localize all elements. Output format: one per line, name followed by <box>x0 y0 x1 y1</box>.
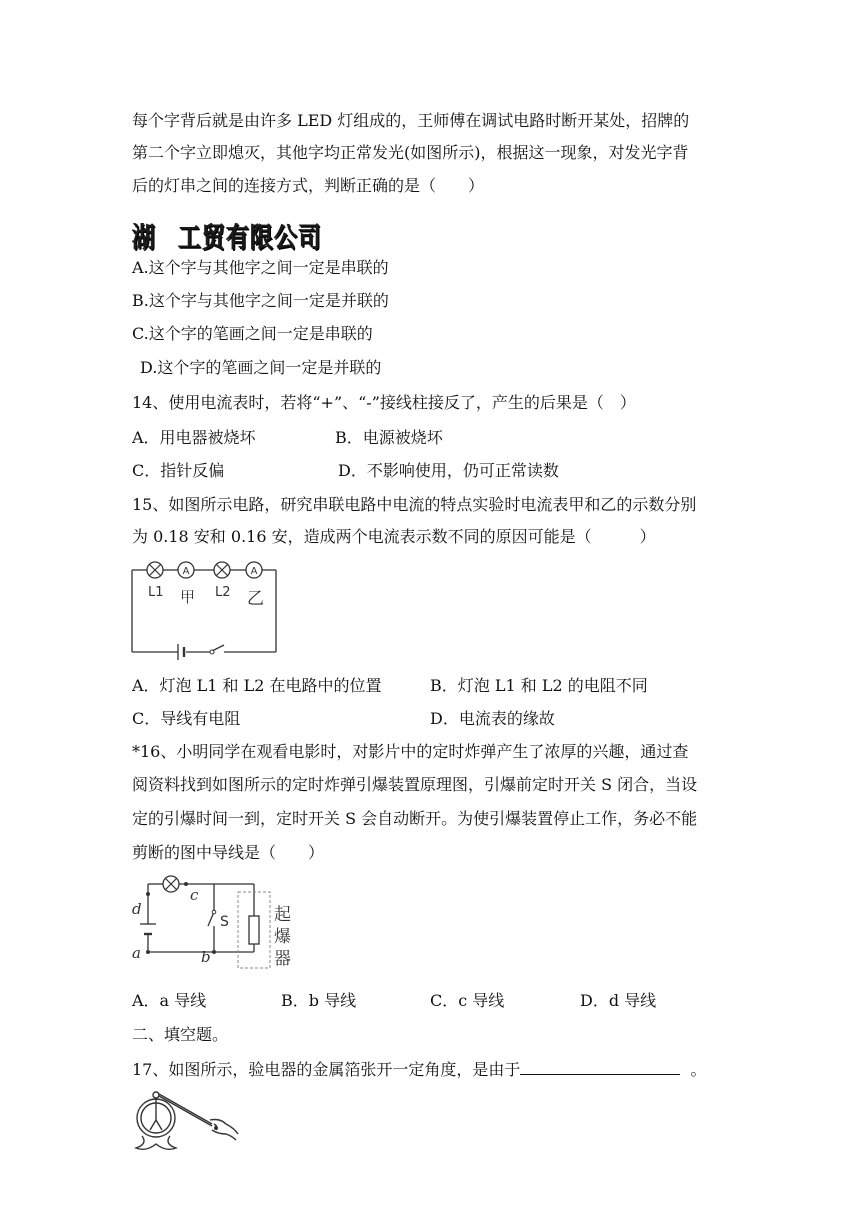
label-b: b <box>201 948 211 966</box>
ammeter-jia-letter: A <box>182 566 190 577</box>
q15-circuit-diagram <box>128 558 280 664</box>
label-c: c <box>190 886 199 904</box>
q16-option-c: C．c 导线 <box>430 991 505 1010</box>
ammeter-jia-symbol <box>178 562 194 578</box>
q15-option-a: A．灯泡 L1 和 L2 在电路中的位置 <box>132 676 382 695</box>
q17-stem-end: 。 <box>690 1060 707 1079</box>
lamp-symbol <box>163 876 179 892</box>
q17-stem <box>132 1058 707 1081</box>
q14-option-b: B．电源被烧坏 <box>335 428 443 447</box>
q16-line-2: 阅资料找到如图所示的定时炸弹引爆装置原理图，引爆前定时开关 S 闭合，当设 <box>132 775 698 794</box>
lamp-l2-symbol <box>214 562 230 578</box>
q15-line-2: 为 0.18 安和 0.16 安，造成两个电流表示数不同的原因可能是（ ） <box>132 527 656 546</box>
ammeter-yi-symbol <box>246 562 262 578</box>
ammeter-yi-letter: A <box>250 566 258 577</box>
label-d: d <box>132 900 142 918</box>
q16-option-d: D．d 导线 <box>580 991 657 1010</box>
section-fill-in-heading: 二、填空题。 <box>132 1025 229 1044</box>
signboard-image <box>132 216 322 255</box>
label-detonator-1: 起 <box>274 905 291 925</box>
q13-option-a: A.这个字与其他字之间一定是串联的 <box>132 258 389 277</box>
q16-circuit-diagram <box>128 868 300 980</box>
label-a: a <box>132 944 141 962</box>
q14-option-a: A．用电器被烧坏 <box>132 428 256 447</box>
label-detonator-2: 爆 <box>274 927 291 947</box>
q13-option-b: B.这个字与其他字之间一定是并联的 <box>132 291 389 310</box>
q16-line-3: 定的引爆时间一到，定时开关 S 会自动断开。为使引爆装置停止工作，务必不能 <box>132 809 698 828</box>
label-s: S <box>220 914 229 930</box>
q16-option-a: A．a 导线 <box>132 991 207 1010</box>
sign-text-part1: 湖 <box>132 223 156 254</box>
q14-option-c: C．指针反偏 <box>132 461 225 480</box>
lamp-l1-symbol <box>147 562 163 578</box>
q16-line-4: 剪断的图中导线是（ ） <box>132 843 325 862</box>
label-jia: 甲 <box>180 588 196 606</box>
q17-answer-blank[interactable] <box>520 1058 680 1075</box>
q15-option-c: C．导线有电阻 <box>132 709 241 728</box>
q16-line-1: *16、小明同学在观看电影时，对影片中的定时炸弹产生了浓厚的兴趣，通过查 <box>132 742 689 761</box>
q15-option-d: D．电流表的缘故 <box>430 709 555 728</box>
q13-line-2: 第二个字立即熄灭，其他字均正常发光(如图所示)，根据这一现象，对发光字背 <box>132 143 689 162</box>
label-yi: 乙 <box>247 589 264 609</box>
q15-option-b: B．灯泡 L1 和 L2 的电阻不同 <box>430 676 648 695</box>
q13-option-c: C.这个字的笔画之间一定是串联的 <box>132 324 373 343</box>
q13-line-1: 每个字背后就是由许多 LED 灯组成的，王师傅在调试电路时断开某处，招牌的 <box>132 111 690 130</box>
q14-stem: 14、使用电流表时，若将“+”、“-”接线柱接反了，产生的后果是（ ） <box>132 393 636 412</box>
label-detonator-3: 器 <box>274 949 291 969</box>
q15-line-1: 15、如图所示电路，研究串联电路中电流的特点实验时电流表甲和乙的示数分别 <box>132 495 697 514</box>
q13-option-d: D.这个字的笔画之间一定是并联的 <box>140 358 382 377</box>
sign-text-part2: 工贸有限公司 <box>178 223 322 254</box>
q13-line-3: 后的灯串之间的连接方式，判断正确的是（ ） <box>132 176 485 195</box>
label-l1: L1 <box>148 585 164 600</box>
electroscope-illustration <box>128 1090 240 1154</box>
q14-option-d: D．不影响使用，仍可正常读数 <box>338 461 559 480</box>
q17-stem-text: 17、如图所示，验电器的金属箔张开一定角度，是由于 <box>132 1060 521 1079</box>
q16-option-b: B．b 导线 <box>281 991 357 1010</box>
label-l2: L2 <box>215 585 231 600</box>
